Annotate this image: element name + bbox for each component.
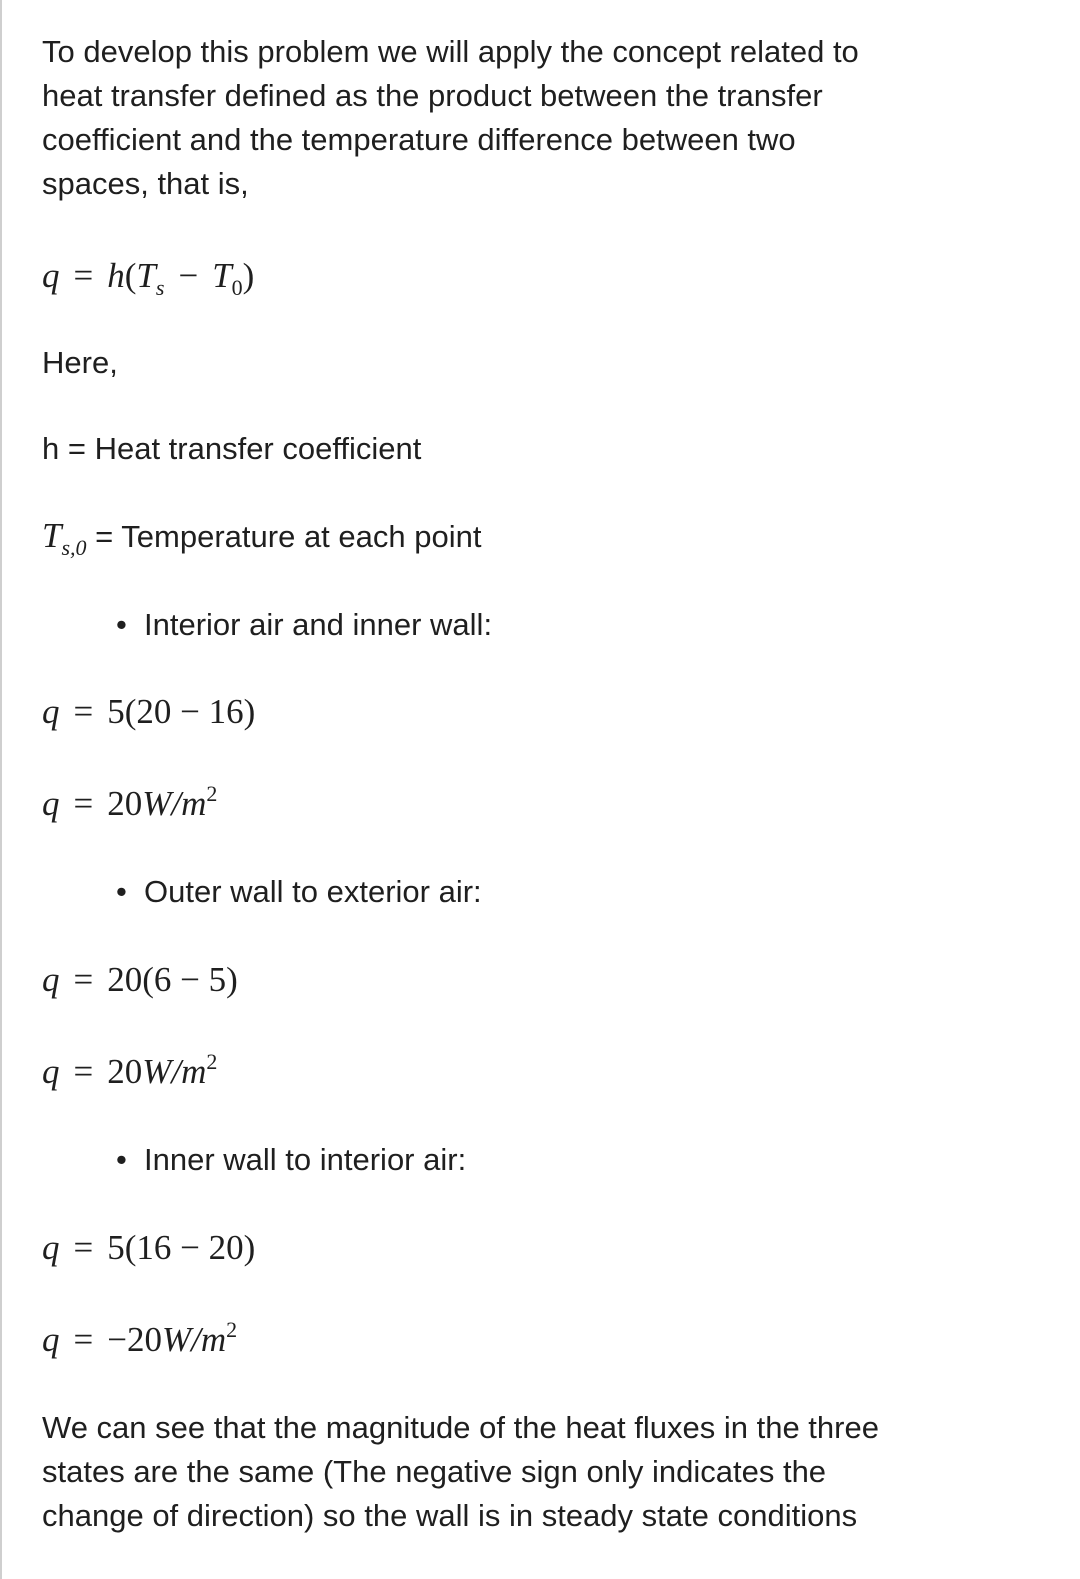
formula-t0: T	[212, 256, 232, 295]
case-step1	[42, 1226, 255, 1270]
bullet-icon: •	[116, 607, 127, 642]
step-lhs: q	[42, 960, 60, 999]
formula-open-paren: (	[124, 256, 137, 295]
formula-minus: −	[178, 256, 199, 295]
formula-equals: =	[73, 256, 94, 295]
left-border	[0, 0, 2, 1579]
case-heading-text: Inner wall to interior air:	[144, 1142, 467, 1177]
step-equals: =	[73, 692, 94, 731]
case-heading-text: Interior air and inner wall:	[144, 607, 493, 642]
case-step2	[42, 782, 217, 826]
t-subscript: s,0	[61, 535, 87, 560]
step-equals: =	[73, 1052, 94, 1091]
t-symbol: T	[42, 516, 62, 555]
formula-ts-sub: s	[155, 275, 165, 300]
step-equals: =	[73, 960, 94, 999]
step-unit: W/m	[142, 1052, 207, 1091]
step-value: 20	[107, 1052, 143, 1091]
case-heading	[42, 1138, 1044, 1182]
intro-line: coefficient and the temperature difference between two	[42, 122, 796, 157]
bullet-icon: •	[116, 874, 127, 909]
case-heading	[42, 870, 1044, 914]
step-rhs: 20(6 − 5)	[107, 960, 238, 999]
intro-line: heat transfer defined as the product between the transfer	[42, 78, 823, 113]
step-exponent: 2	[206, 1049, 218, 1074]
formula-t0-sub: 0	[231, 275, 243, 300]
step-lhs: q	[42, 1228, 60, 1267]
step-lhs: q	[42, 692, 60, 731]
step-value: −20	[107, 1320, 162, 1359]
step-lhs: q	[42, 1320, 60, 1359]
case-step2	[42, 1318, 237, 1362]
step-exponent: 2	[206, 781, 218, 806]
step-equals: =	[73, 784, 94, 823]
step-rhs: 5(20 − 16)	[107, 692, 256, 731]
formula-h: h	[107, 256, 125, 295]
case-step2	[42, 1050, 217, 1094]
t-definition	[42, 514, 481, 559]
step-unit: W/m	[162, 1320, 227, 1359]
intro-line: To develop this problem we will apply the concept related to	[42, 34, 859, 69]
step-lhs: q	[42, 1052, 60, 1091]
step-exponent: 2	[226, 1317, 238, 1342]
step-equals: =	[73, 1320, 94, 1359]
bullet-icon: •	[116, 1142, 127, 1177]
formula-q: q	[42, 256, 60, 295]
conclusion-line: We can see that the magnitude of the heat fluxes in the three	[42, 1410, 879, 1445]
conclusion-line: states are the same (The negative sign only indicates the	[42, 1454, 827, 1489]
step-rhs: 5(16 − 20)	[107, 1228, 256, 1267]
conclusion-paragraph	[42, 1406, 879, 1538]
step-unit: W/m	[142, 784, 207, 823]
case-heading-text: Outer wall to exterior air:	[144, 874, 482, 909]
case-step1	[42, 690, 255, 734]
step-value: 20	[107, 784, 143, 823]
step-lhs: q	[42, 784, 60, 823]
conclusion-line: change of direction) so the wall is in steady state conditions	[42, 1498, 858, 1533]
here-label: Here,	[42, 345, 118, 380]
formula-ts: T	[136, 256, 156, 295]
main-formula	[42, 254, 254, 298]
h-definition: h = Heat transfer coefficient	[42, 431, 422, 466]
step-equals: =	[73, 1228, 94, 1267]
case-heading	[42, 603, 1044, 647]
formula-close-paren: )	[242, 256, 255, 295]
case-step1	[42, 958, 238, 1002]
t-definition-text: = Temperature at each point	[86, 519, 482, 554]
intro-paragraph	[42, 30, 859, 206]
intro-line: spaces, that is,	[42, 166, 249, 201]
